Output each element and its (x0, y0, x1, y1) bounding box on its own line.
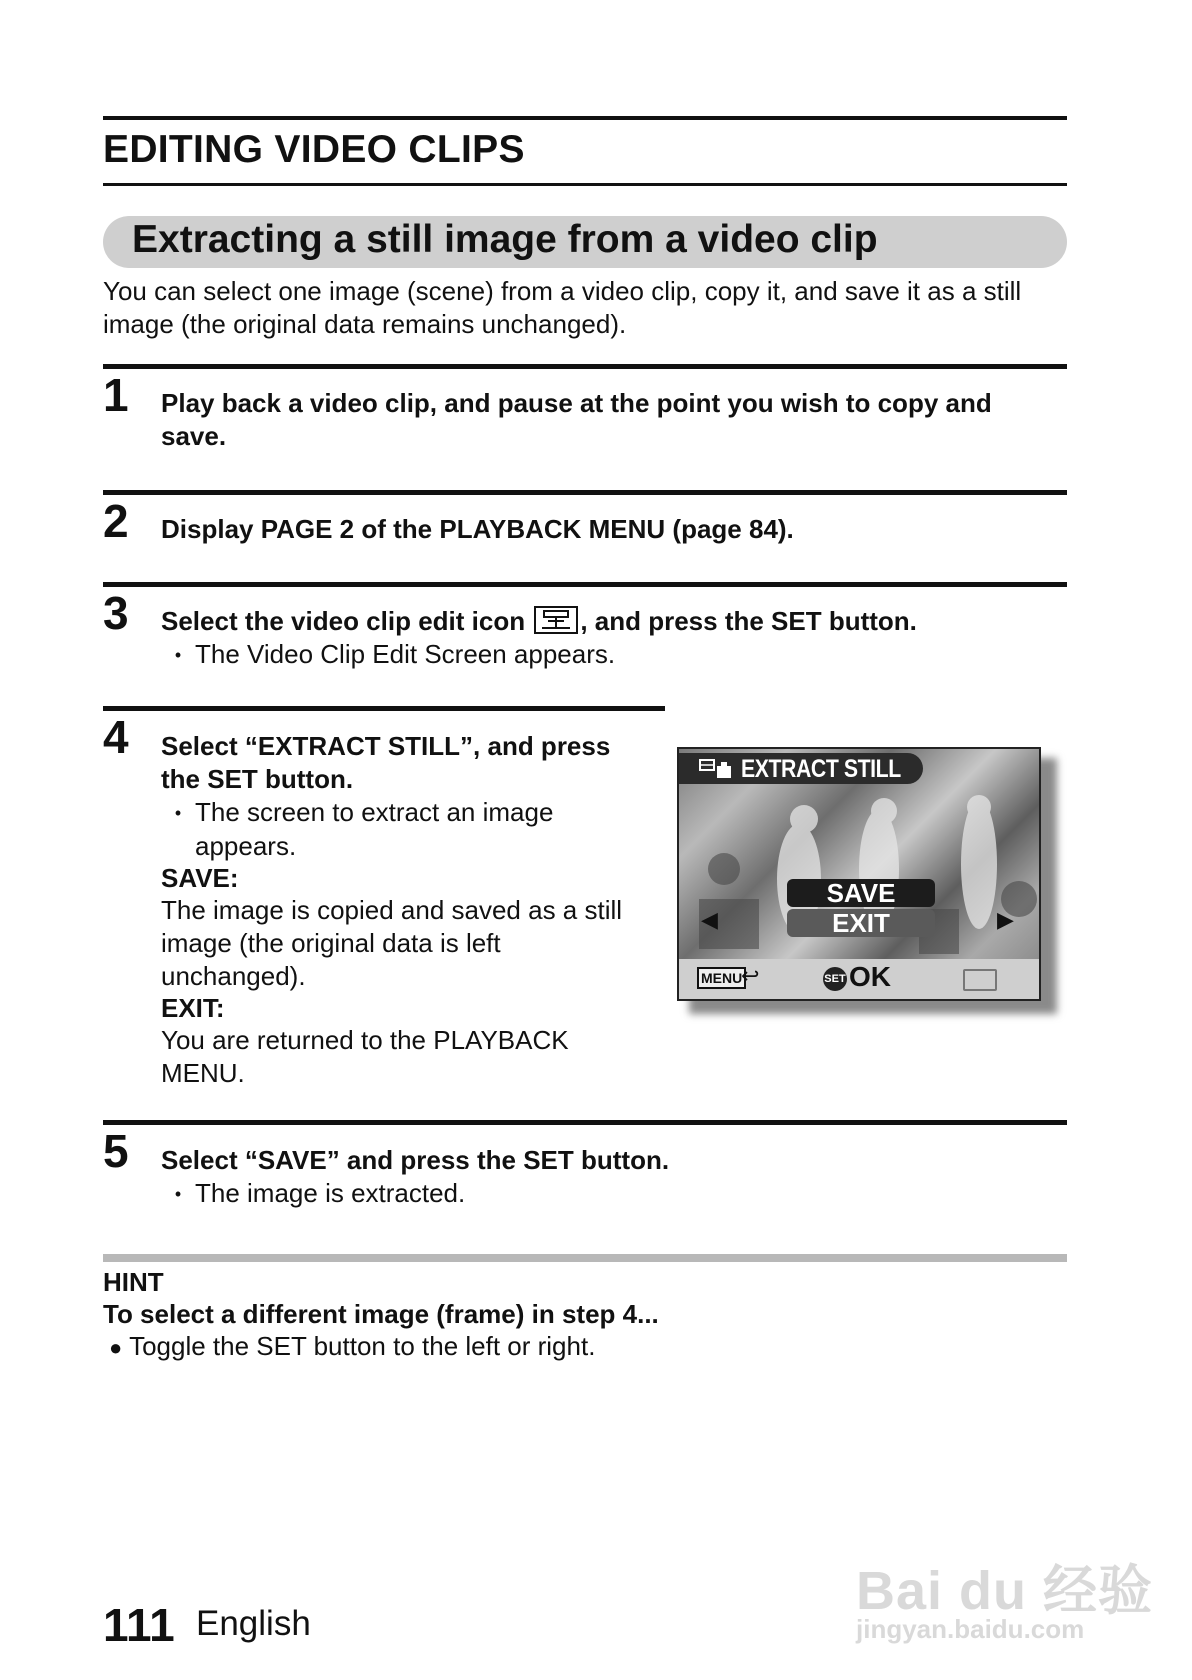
section-title: EDITING VIDEO CLIPS (103, 128, 525, 171)
set-button-icon: SET (823, 967, 847, 991)
battery-icon (963, 969, 997, 991)
step-2-number: 2 (103, 495, 129, 547)
page-language: English (196, 1604, 311, 1643)
baidu-watermark-url: jingyan.baidu.com (856, 1614, 1085, 1644)
step-5-number: 5 (103, 1125, 129, 1177)
step-1-rule (103, 364, 1067, 369)
step-3-heading-part-b: , and press the SET button. (580, 606, 917, 636)
step-4-number: 4 (103, 711, 129, 763)
hint-bullet: ● Toggle the SET button to the left or right. (109, 1331, 596, 1361)
left-arrow-icon[interactable]: ◀ (701, 907, 718, 932)
baidu-watermark-logo: Bai du 经验 (856, 1561, 1154, 1621)
step-3-bullet: • The Video Clip Edit Screen appears. (174, 639, 616, 669)
save-option[interactable]: SAVE (787, 879, 935, 907)
hint-rule (103, 1254, 1067, 1262)
intro-text: You can select one image (scene) from a video clip, copy it, and save it as a still image (the original data remains unchanged). (103, 276, 1022, 339)
step-4-rule (103, 706, 665, 711)
step-3-heading (161, 605, 1061, 638)
hint-label: HINT (103, 1267, 164, 1297)
step-4-heading: Select “EXTRACT STILL”, and press the SET button. (161, 731, 611, 794)
save-label: SAVE: (161, 863, 239, 893)
step-1-heading: Play back a video clip, and pause at the point you wish to copy and save. (161, 388, 992, 451)
header-top-rule (103, 116, 1067, 120)
step-5-bullet: • The image is extracted. (174, 1178, 466, 1208)
video-clip-edit-icon (534, 606, 578, 634)
exit-label: EXIT: (161, 993, 225, 1023)
step-5-rule (103, 1120, 1067, 1125)
step-4-bullet: • The screen to extract an image appears. (174, 797, 554, 861)
step-1-number: 1 (103, 369, 129, 421)
subsection-title: Extracting a still image from a video clip (132, 218, 878, 261)
return-icon: ↩ (741, 963, 760, 988)
extract-still-icon (699, 758, 733, 780)
exit-option[interactable]: EXIT (787, 909, 935, 937)
camera-screen (677, 747, 1041, 1001)
step-3-rule (103, 582, 1067, 587)
step-2-rule (103, 490, 1067, 495)
page-number: 111 (103, 1599, 175, 1651)
header-bottom-rule (103, 183, 1067, 186)
screen-title: EXTRACT STILL (741, 755, 901, 783)
step-2-heading: Display PAGE 2 of the PLAYBACK MENU (page 84). (161, 514, 794, 544)
step-3-number: 3 (103, 587, 129, 639)
save-description: The image is copied and saved as a still image (the original data is left unchanged). (161, 895, 623, 991)
right-arrow-icon[interactable]: ▶ (997, 907, 1014, 932)
ok-label: OK (849, 961, 891, 992)
step-3-heading-part-a: Select the video clip edit icon (161, 606, 526, 636)
hint-heading: To select a different image (frame) in step 4... (103, 1299, 659, 1329)
exit-description: You are returned to the PLAYBACK MENU. (161, 1025, 569, 1088)
menu-button-label: MENU (697, 967, 746, 989)
step-5-heading: Select “SAVE” and press the SET button. (161, 1145, 670, 1175)
